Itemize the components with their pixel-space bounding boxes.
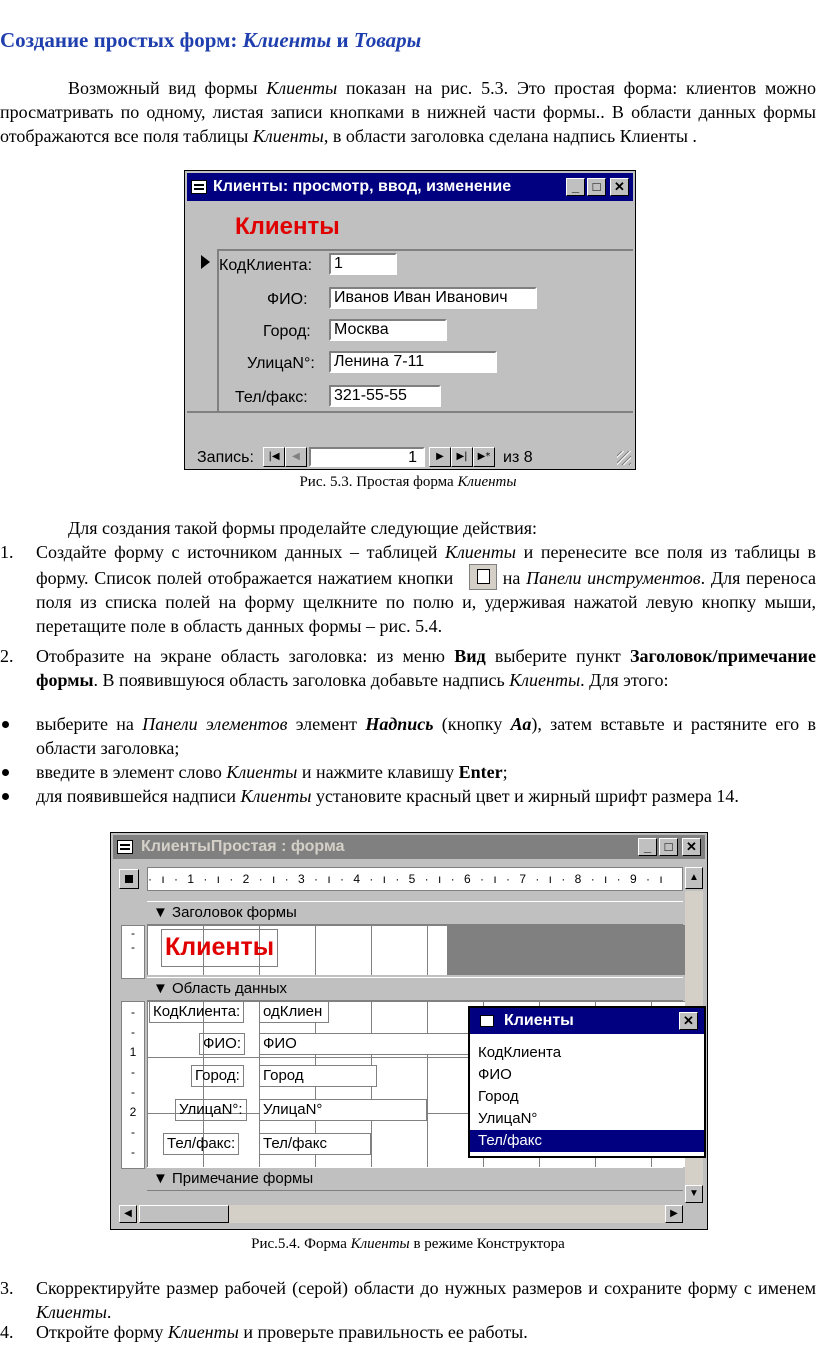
field-list-items [470, 1034, 704, 1152]
design-view-title: КлиентыПростая : форма [141, 838, 345, 855]
step-4 [0, 1320, 816, 1344]
figure-5-4-caption [0, 1236, 816, 1253]
step-4-t2: и проверьте правильность ее работы. [238, 1322, 528, 1342]
band-form-header[interactable]: ▼ Заголовок формы [147, 901, 683, 925]
heading-italic-clients: Клиенты [242, 28, 332, 52]
step-2-number: 2. [0, 646, 14, 666]
bullet-3-text [36, 784, 816, 808]
header-gray-area [447, 925, 685, 975]
form-selector[interactable] [119, 869, 139, 889]
field-list-item[interactable]: Город [478, 1088, 519, 1105]
minimize-icon[interactable]: _ [638, 838, 657, 856]
step-4-i1: Клиенты [167, 1322, 239, 1342]
design-label-fio[interactable]: ФИО: [199, 1033, 245, 1055]
page-heading [0, 28, 421, 53]
step-1-t3: на [497, 568, 527, 588]
label-fio: ФИО: [267, 291, 308, 308]
step-3-number: 3. [0, 1278, 14, 1298]
step-2-t1: Отобразите на экране область заголовка: из меню [36, 646, 455, 666]
step-1-t2: и перенесите все поля из таблицы в форму. Список полей отображается нажатием кнопки [36, 542, 816, 588]
bullet-1-bi1: Надпись [365, 714, 434, 734]
design-label-street[interactable]: УлицаN°: [175, 1099, 247, 1121]
label-street: УлицаN°: [247, 355, 315, 372]
step-2-b1: Вид [454, 646, 486, 666]
figure-5-3-caption [0, 474, 816, 491]
field-list-item-selected[interactable]: Тел/факс [470, 1130, 704, 1152]
design-field-street[interactable]: УлицаN° [259, 1099, 427, 1121]
bullet-2-t3: ; [502, 762, 508, 782]
new-record-icon[interactable]: ▶* [473, 447, 495, 467]
field-city[interactable]: Москва [329, 319, 447, 341]
bullet-1-t2: элемент [287, 714, 366, 734]
bullet-1-i1: Панели элементов [142, 714, 288, 734]
prev-record-icon[interactable]: ◀ [285, 447, 307, 467]
scroll-down-icon[interactable]: ▼ [685, 1185, 703, 1203]
design-field-phone[interactable]: Тел/факс [259, 1133, 371, 1155]
vertical-ruler-header: - - [121, 925, 145, 979]
scroll-right-icon[interactable]: ▶ [665, 1205, 683, 1223]
caption-5-4-text: Рис.5.4. Форма [251, 1236, 351, 1252]
band-footer-label: Примечание формы [172, 1170, 314, 1187]
design-field-city[interactable]: Город [259, 1065, 377, 1087]
bullet-1-bi2: Аа [510, 714, 532, 734]
form-view-title: Клиенты: просмотр, ввод, изменение [213, 178, 512, 195]
bullet-2-text [36, 760, 816, 784]
horizontal-ruler: · ı · 1 · ı · 2 · ı · 3 · ı · 4 · ı · 5 · ı · 6 · ı · 7 · ı · 8 · ı · 9 · ı [147, 867, 683, 891]
maximize-icon[interactable]: □ [659, 838, 678, 856]
label-client-id: КодКлиента: [219, 257, 313, 274]
vruler-mark-1: 1 [129, 1045, 137, 1059]
field-list-item[interactable]: УлицаN° [478, 1110, 538, 1127]
field-list-item[interactable]: ФИО [478, 1066, 512, 1083]
step-3-t2: . [106, 1302, 112, 1322]
bullet-3 [0, 784, 816, 808]
bullet-3-t2: установите красный цвет и жирный шрифт размера 14. [311, 786, 739, 806]
band-detail-label: Область данных [172, 980, 287, 997]
band-form-footer[interactable]: ▼ Примечание формы [147, 1167, 683, 1191]
record-count [503, 449, 533, 467]
bullet-2-t1: введите в элемент слово [36, 762, 227, 782]
caption-5-3-italic: Клиенты [457, 474, 517, 490]
record-selector[interactable] [187, 251, 219, 411]
bullet-icon [2, 769, 9, 776]
field-fio[interactable]: Иванов Иван Иванович [329, 287, 537, 309]
step-1-i2: Панели инструментов [526, 568, 701, 588]
band-header-label: Заголовок формы [172, 904, 297, 921]
form-view-body [187, 203, 633, 467]
step-1-text [36, 540, 816, 638]
design-label-phone[interactable]: Тел/факс: [163, 1133, 239, 1155]
close-icon[interactable]: ✕ [682, 838, 701, 856]
step-1-number: 1. [0, 542, 14, 562]
intro-italic-2: Клиенты [252, 126, 324, 146]
field-client-id[interactable]: 1 [329, 253, 397, 275]
resize-grip-icon[interactable] [617, 451, 631, 465]
first-record-icon[interactable]: |◀ [263, 447, 285, 467]
close-icon[interactable]: ✕ [679, 1012, 698, 1030]
intro-text-1: Возможный вид формы [68, 78, 267, 98]
record-number-input[interactable]: 1 [309, 447, 425, 467]
record-count-total: 8 [523, 449, 533, 466]
intro-paragraph [0, 76, 816, 148]
field-list-window [468, 1006, 706, 1158]
design-view-titlebar [113, 835, 705, 859]
steps-intro: Для создания такой формы проделайте следующие действия: [68, 518, 538, 538]
intro-text-2: показан на рис. 5.3. Это простая форма: клиентов можно просматривать по одному, листая записи кнопками в нижней части формы.. В области данных формы отображаются все поля таблицы [0, 78, 816, 146]
vruler-mark-2: 2 [129, 1105, 137, 1119]
horizontal-scrollbar[interactable] [119, 1205, 683, 1223]
caption-5-4-rest: в режиме Конструктора [409, 1236, 565, 1252]
design-label-city[interactable]: Город: [191, 1065, 244, 1087]
step-2-t4: . Для этого: [580, 670, 669, 690]
label-city: Город: [263, 323, 311, 340]
step-1-t4: . Для переноса поля из списка полей на форму щелкните по полю и, удерживая нажатой левую кнопку мыши, перетащите поле в область данных формы – рис. 5.4. [36, 568, 816, 636]
step-3-text [36, 1276, 816, 1324]
bullet-icon [2, 721, 9, 728]
close-icon[interactable]: ✕ [610, 178, 629, 196]
bullet-2-b1: Enter [458, 762, 503, 782]
vertical-ruler-detail: - - 1 - - 2 - - [121, 1001, 145, 1169]
step-4-number: 4. [0, 1322, 14, 1342]
step-1-i1: Клиенты [445, 542, 516, 562]
design-field-fio[interactable]: ФИО [259, 1033, 469, 1055]
step-2 [0, 644, 816, 716]
step-1 [0, 540, 816, 644]
current-record-icon [201, 255, 210, 269]
field-list-titlebar [470, 1008, 704, 1034]
intro-text-3: , в области заголовка сделана надпись Клиенты . [323, 126, 697, 146]
form-icon [191, 180, 207, 194]
footer-separator [187, 411, 633, 413]
step-2-t2: выберите пункт [485, 646, 630, 666]
design-header-label[interactable]: Клиенты [161, 929, 278, 967]
bullet-2-t2: и нажмите клавишу [297, 762, 459, 782]
maximize-icon[interactable]: □ [587, 178, 606, 196]
caption-5-3-text: Рис. 5.3. Простая форма [299, 474, 458, 490]
label-phone: Тел/факс: [235, 389, 308, 406]
bullet-1 [0, 712, 816, 760]
form-view-window [184, 170, 636, 470]
field-street[interactable]: Ленина 7-11 [329, 351, 497, 373]
bullet-1-t1: выберите на [36, 714, 143, 734]
step-4-t1: Откройте форму [36, 1322, 168, 1342]
record-count-of: из [503, 449, 520, 466]
bullet-3-i1: Клиенты [240, 786, 312, 806]
step-3-t1: Скорректируйте размер рабочей (серой) области до нужных размеров и сохраните форму с именем [36, 1278, 816, 1298]
horizontal-scroll-thumb[interactable] [139, 1205, 229, 1223]
header-separator [217, 249, 633, 251]
field-list-item[interactable]: КодКлиента [478, 1044, 562, 1061]
field-phone[interactable]: 321-55-55 [329, 385, 441, 407]
scroll-up-icon[interactable]: ▲ [685, 867, 703, 889]
scroll-left-icon[interactable]: ◀ [119, 1205, 137, 1223]
step-2-t3: . В появившуюся область заголовка добавьте надпись [93, 670, 510, 690]
band-detail[interactable]: ▼ Область данных [147, 977, 683, 1001]
caption-5-4-italic: Клиенты [350, 1236, 410, 1252]
bullet-1-t4: ), затем вставьте и растяните его в области заголовка; [36, 714, 816, 758]
step-2-i1: Клиенты [509, 670, 581, 690]
list-icon [480, 1015, 494, 1027]
design-field-client-id[interactable]: одКлиен [259, 1001, 329, 1023]
bullet-3-t1: для появившейся надписи [36, 786, 241, 806]
design-label-client-id[interactable]: КодКлиента: [149, 1001, 244, 1023]
bullet-1-text [36, 712, 816, 760]
form-icon [117, 840, 133, 854]
step-2-text [36, 644, 816, 692]
form-header-label: Клиенты [235, 213, 340, 240]
form-view-titlebar [187, 173, 633, 201]
minimize-icon[interactable]: _ [566, 178, 585, 196]
record-nav-label: Запись: [197, 449, 254, 466]
step-4-text [36, 1320, 816, 1344]
bullet-icon [2, 793, 9, 800]
heading-italic-goods: Товары [353, 28, 422, 52]
intro-italic-1: Клиенты [266, 78, 338, 98]
heading-prefix: Создание простых форм: [0, 28, 243, 52]
field-list-title: Клиенты [504, 1012, 574, 1029]
next-record-icon[interactable]: ▶ [429, 447, 451, 467]
step-1-t1: Создайте форму с источником данных – таблицей [36, 542, 445, 562]
heading-mid: и [331, 28, 354, 52]
bullet-2 [0, 760, 816, 784]
field-list-button-icon [469, 564, 497, 590]
bullet-1-t3: (кнопку [433, 714, 511, 734]
bullet-2-i1: Клиенты [226, 762, 298, 782]
step-2-b2: Заголовок/примечание формы [36, 646, 816, 690]
last-record-icon[interactable]: ▶| [451, 447, 473, 467]
step-3-i1: Клиенты [36, 1302, 107, 1322]
step-3 [0, 1276, 816, 1324]
